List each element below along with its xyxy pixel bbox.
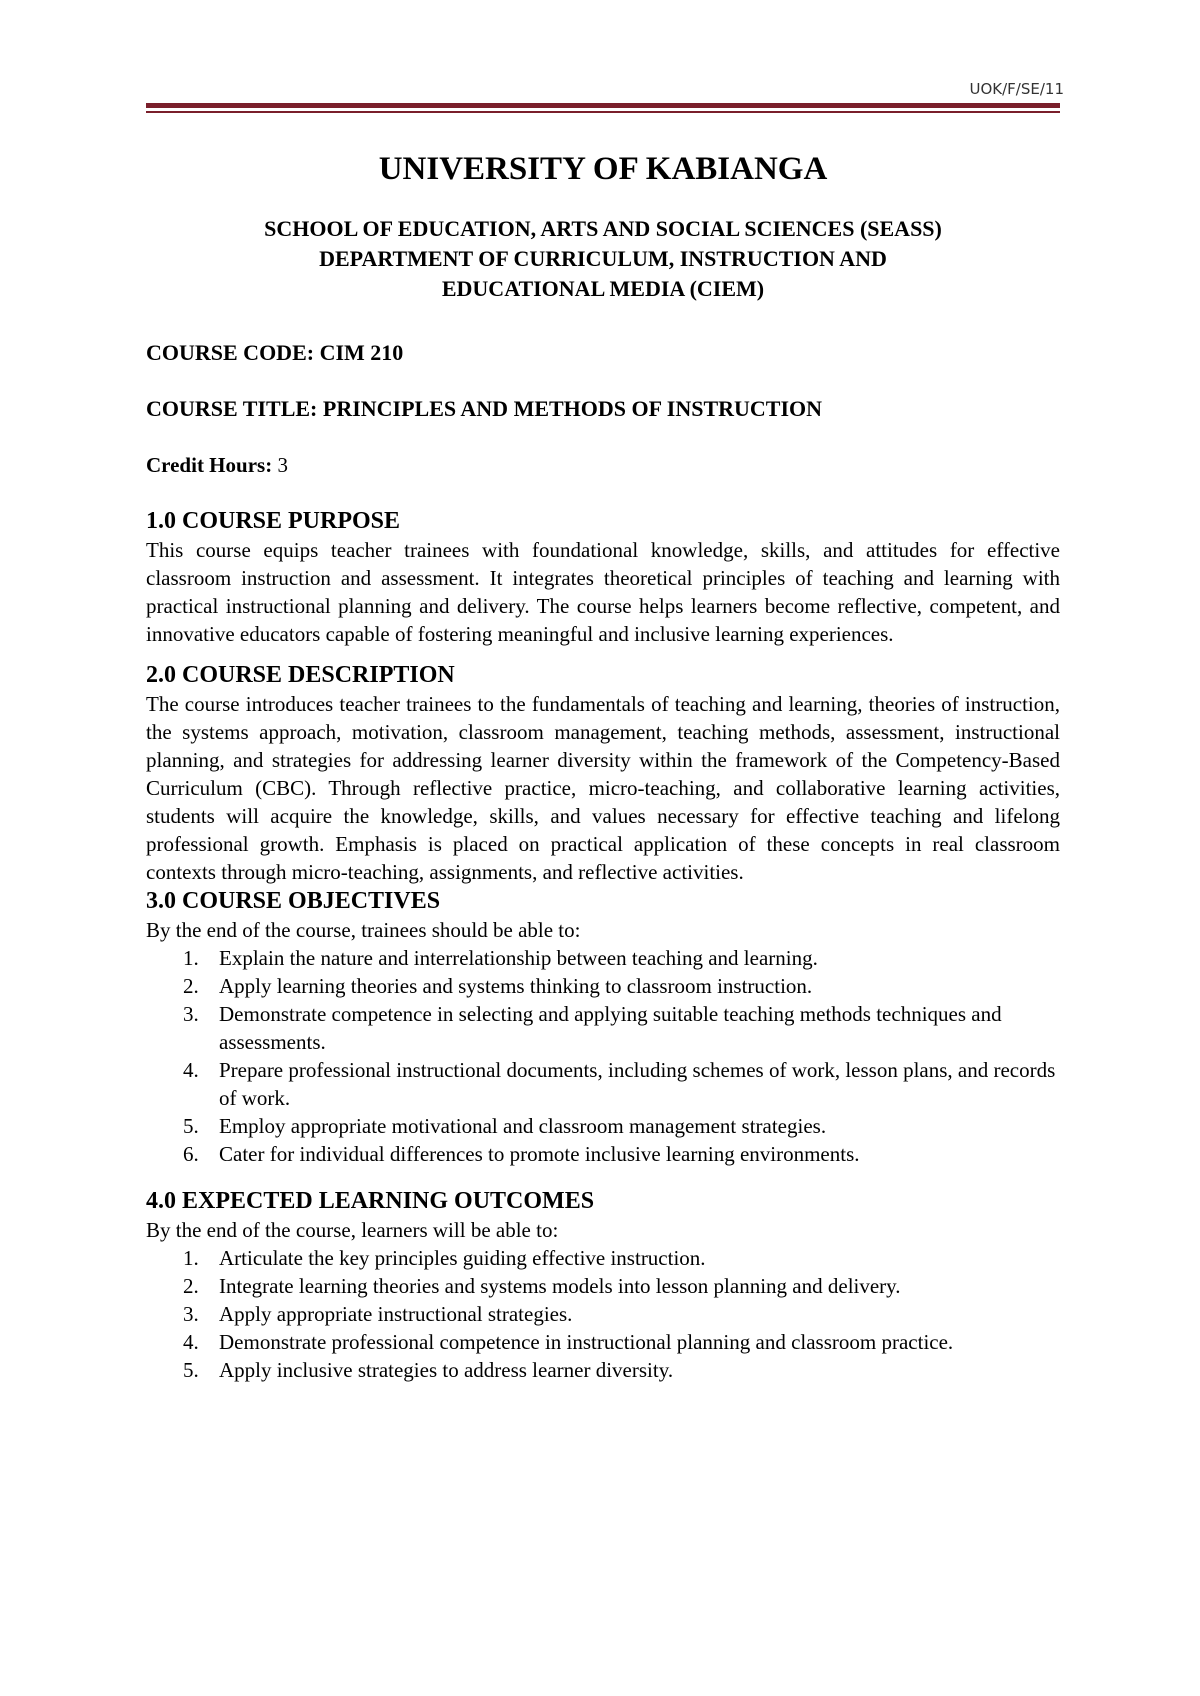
list-item [146, 1000, 1060, 1056]
list-item-text: Employ appropriate motivational and classroom management strategies. [219, 1113, 827, 1138]
list-item-text: Explain the nature and interrelationship between teaching and learning. [219, 945, 818, 970]
list-item [146, 1272, 1060, 1300]
outcomes-list [146, 1244, 1060, 1384]
section-purpose [146, 506, 1060, 648]
course-code-value: CIM 210 [319, 339, 404, 365]
list-item-text: Apply learning theories and systems thinking to classroom instruction. [219, 973, 813, 998]
school-line: SCHOOL OF EDUCATION, ARTS AND SOCIAL SCIENCES (SEASS) [264, 215, 942, 241]
description-heading: 2.0 COURSE DESCRIPTION [146, 661, 455, 688]
section-outcomes [146, 1186, 1060, 1384]
school-block [146, 214, 1060, 304]
list-item [146, 1300, 1060, 1328]
list-item [146, 1112, 1060, 1140]
list-item [146, 1244, 1060, 1272]
credit-hours-label: Credit Hours: [146, 452, 273, 477]
purpose-heading: 1.0 COURSE PURPOSE [146, 507, 401, 534]
list-number: 5. [183, 1357, 199, 1382]
purpose-text: This course equips teacher trainees with foundational knowledge, skills, and attitudes for effective classroom instruction and assessment. It integrates theoretical principles of teaching and learning with practical instructional planning and delivery. The course helps learners become reflective, competent, and innovative educators capable of fostering meaningful and inclusive learning experiences. [146, 537, 1060, 646]
list-item [146, 1056, 1060, 1112]
list-number: 1. [183, 1245, 199, 1270]
course-code [146, 338, 1060, 368]
document-body [146, 140, 1060, 1384]
list-number: 1. [183, 945, 199, 970]
header-rule-thick [146, 103, 1060, 108]
credit-hours [146, 450, 1060, 480]
list-item-text: Cater for individual differences to promote inclusive learning environments. [219, 1141, 860, 1166]
list-item [146, 1140, 1060, 1168]
description-text: The course introduces teacher trainees to the fundamentals of teaching and learning, theories of instruction, the systems approach, motivation, classroom management, teaching methods, assessment, instructional planning, and strategies for addressing learner diversity within the framework of the Competency-Based Curriculum (CBC). Through reflective practice, micro-teaching, and collaborative learning activities, students will acquire the knowledge, skills, and values necessary for effective teaching and lifelong professional growth. Emphasis is placed on practical application of these concepts in real classroom contexts through micro-teaching, assignments, and reflective activities. [146, 691, 1060, 884]
credit-hours-value: 3 [277, 452, 288, 477]
course-title-value: PRINCIPLES AND METHODS OF INSTRUCTION [322, 395, 823, 421]
list-number: 4. [183, 1329, 199, 1354]
section-objectives [146, 886, 1060, 1168]
department-line: DEPARTMENT OF CURRICULUM, INSTRUCTION AND [319, 245, 887, 271]
list-number: 3. [183, 1301, 199, 1326]
course-title-label: COURSE TITLE: [146, 395, 318, 421]
list-number: 2. [183, 973, 199, 998]
list-item-text: Integrate learning theories and systems models into lesson planning and delivery. [219, 1273, 901, 1298]
list-item-text: Articulate the key principles guiding effective instruction. [219, 1245, 706, 1270]
list-number: 2. [183, 1273, 199, 1298]
list-item [146, 1328, 1060, 1356]
list-item-text: Apply appropriate instructional strategies. [219, 1301, 573, 1326]
outcomes-heading: 4.0 EXPECTED LEARNING OUTCOMES [146, 1187, 595, 1214]
objectives-intro: By the end of the course, trainees should be able to: [146, 917, 581, 942]
list-item-text: Demonstrate professional competence in instructional planning and classroom practice. [219, 1329, 954, 1354]
list-number: 6. [183, 1141, 199, 1166]
outcomes-intro: By the end of the course, learners will be able to: [146, 1217, 559, 1242]
section-description [146, 660, 1060, 886]
list-number: 4. [183, 1057, 199, 1082]
list-item-text: Demonstrate competence in selecting and applying suitable teaching methods techniques and assessments. [219, 1001, 1002, 1054]
list-item-text: Apply inclusive strategies to address learner diversity. [219, 1357, 674, 1382]
department-line-2: EDUCATIONAL MEDIA (CIEM) [441, 275, 765, 301]
objectives-list [146, 944, 1060, 1168]
list-item [146, 972, 1060, 1000]
list-item [146, 1356, 1060, 1384]
list-item-text: Prepare professional instructional documents, including schemes of work, lesson plans, and records of work. [219, 1057, 1056, 1110]
course-code-label: COURSE CODE: [146, 339, 315, 365]
list-item [146, 944, 1060, 972]
header-rule-thin [146, 111, 1060, 113]
objectives-heading: 3.0 COURSE OBJECTIVES [146, 887, 441, 914]
university-title: UNIVERSITY OF KABIANGA [378, 151, 828, 187]
course-title [146, 394, 1060, 424]
list-number: 3. [183, 1001, 199, 1026]
list-number: 5. [183, 1113, 199, 1138]
document-code: UOK/F/SE/11 [969, 80, 1064, 98]
